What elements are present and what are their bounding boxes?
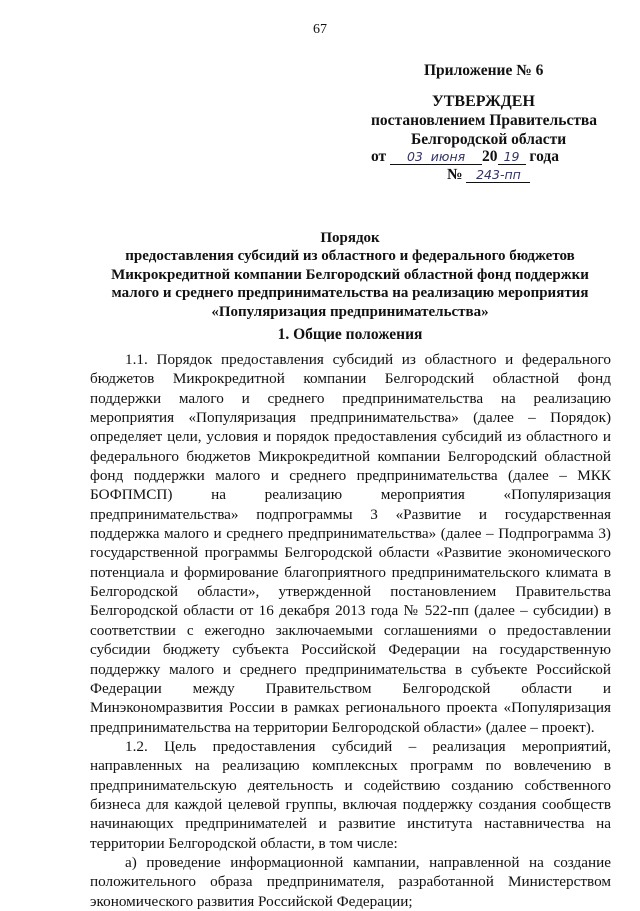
appendix-label: Приложение № 6: [424, 62, 544, 79]
date-year-suffix: 19: [498, 149, 526, 165]
date-month: июня: [430, 149, 466, 164]
date-day: 03: [406, 149, 423, 164]
date-handwritten-day-month: [390, 149, 482, 165]
document-body: [90, 350, 611, 911]
date-suffix: года: [529, 148, 559, 165]
page-number: 67: [313, 22, 327, 37]
document-title: [90, 229, 610, 321]
title-line: Порядок: [320, 230, 380, 246]
title-line: «Популяризация предпринимательства»: [211, 303, 489, 320]
paragraph: 1.1. Порядок предоставления субсидий из областного и федерального бюджетов Микрокредитной компании Белгородский областной фонд поддержки малого и среднего предпринимательства на реализацию мероприятия «Популяризация предпринимательства» (далее – Порядок) определяет цели, условия и порядок предоставления субсидий из областного и федерального бюджетов Микрокредитной компании Белгородский областной фонд поддержки малого и среднего предпринимательства (далее – МКК БОФПМСП) на реализацию мероприятия «Популяризация предпринимательства» подпрограммы 3 «Развитие и государственная поддержка малого и среднего предпринимательства» (далее – Подпрограмма 3) государственной программы Белгородской области «Развитие экономического потенциала и формирование благоприятного предпринимательского климата в Белгородской области», утвержденной постановлением Правительства Белгородской области от 16 декабря 2013 года № 522-пп (далее – субсидии) в соответствии с ежегодно заключаемыми соглашениями о предоставлении субсидии бюджету субъекта Российской Федерации на государственную поддержку малого и среднего предпринимательства в субъекте Российской Федерации между Правительством Белгородской области и Минэкономразвития России в рамках регионального проекта «Популяризация предпринимательства на территории Белгородской области» (далее – проект).: [90, 351, 611, 736]
approved-by-line2: Белгородской области: [411, 131, 567, 148]
section-heading: 1. Общие положения: [277, 326, 423, 343]
paragraph: 1.2. Цель предоставления субсидий – реализация мероприятий, направленных на реализацию комплексных программ по вовлечению в предпринимательскую деятельность и содействию созданию собственного бизнеса для каждой целевой группы, включая поддержку создания сообществ начинающих предпринимателей и развитие института наставничества на территории Белгородской области, в том числе:: [90, 737, 611, 852]
approved-heading: УТВЕРЖДЕН: [432, 93, 535, 110]
approval-number: [447, 166, 530, 184]
title-line: малого и среднего предпринимательства на реализацию мероприятия: [111, 285, 589, 302]
date-year-prefix: 20: [482, 148, 498, 165]
approved-by-line1: постановлением Правительства: [371, 112, 598, 129]
date-prefix: от: [371, 148, 387, 165]
title-line: предоставления субсидий из областного и федерального бюджетов: [125, 248, 575, 265]
title-line: Микрокредитной компании Белгородский областной фонд поддержки: [111, 266, 589, 283]
approval-date: [371, 148, 559, 166]
paragraph: а) проведение информационной кампании, направленной на создание положительного образа предпринимателя, разработанной Министерством экономического развития Российской Федерации;: [90, 853, 611, 910]
number-value: 243-пп: [466, 167, 530, 183]
number-prefix: №: [447, 166, 463, 183]
